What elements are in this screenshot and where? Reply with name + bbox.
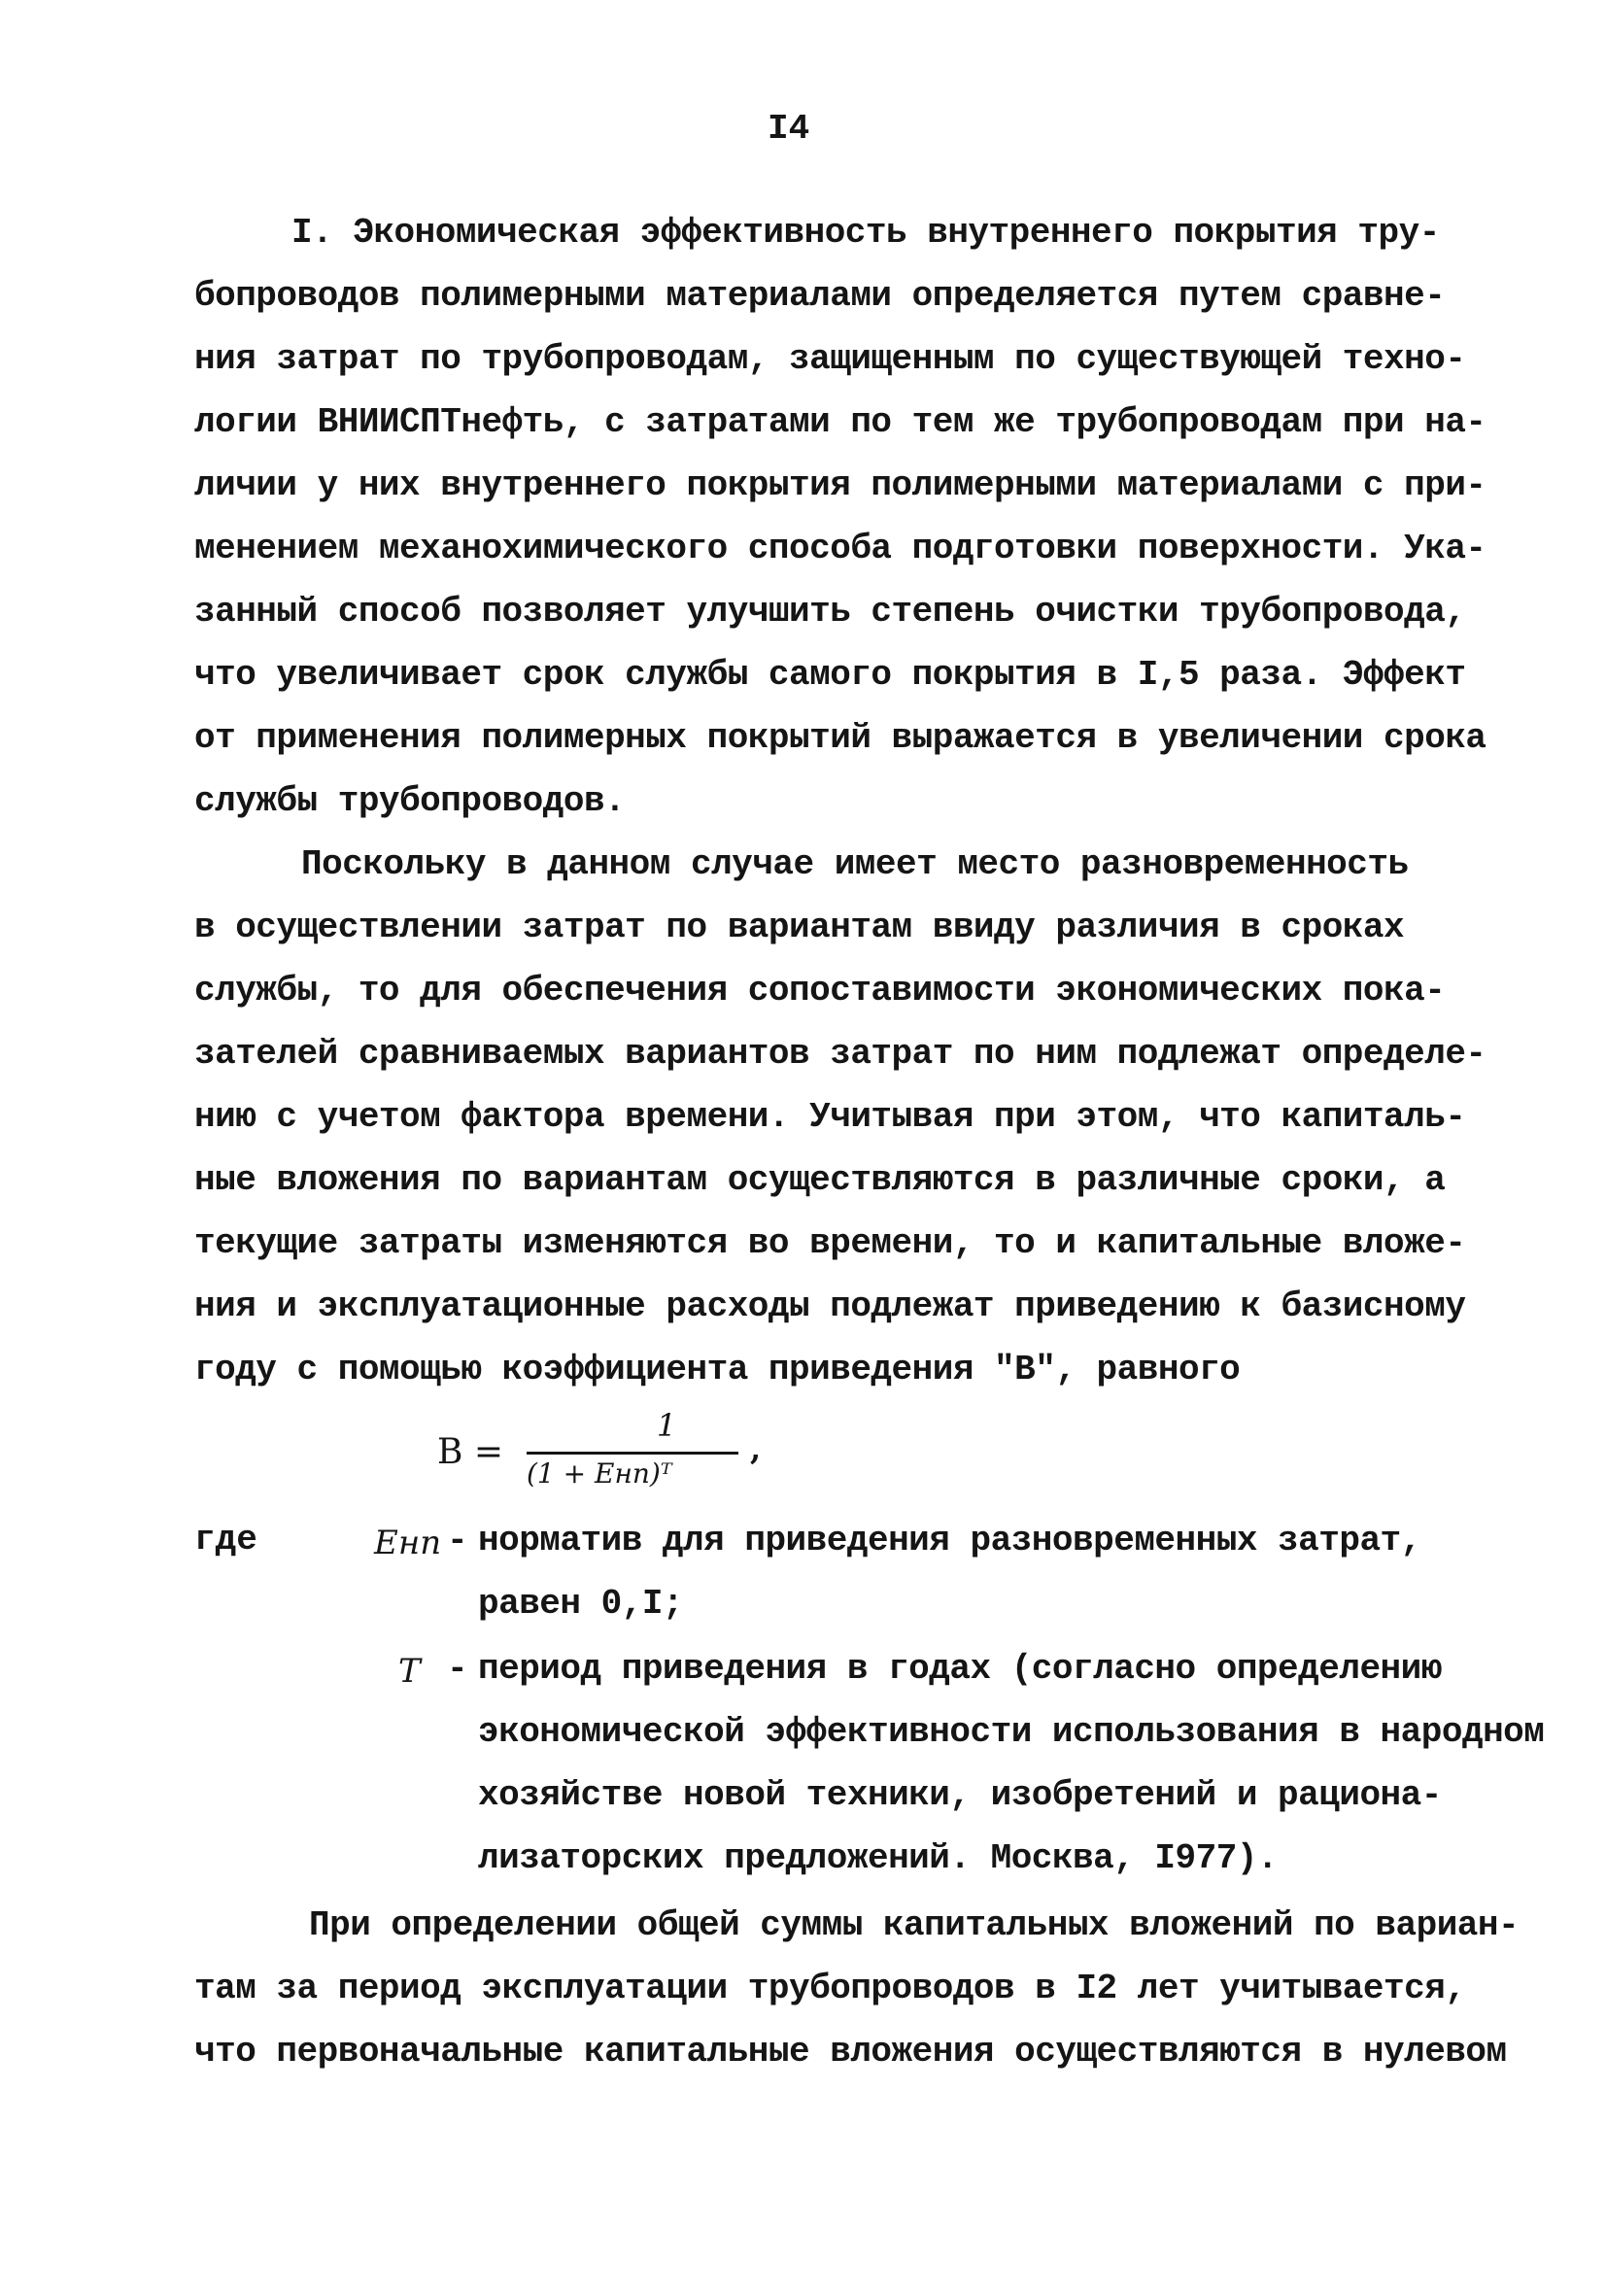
text-line: году с помощью коэффициента приведения "В", равного	[194, 1350, 1241, 1389]
text-line: в осуществлении затрат по вариантам ввиду различия в сроках	[194, 908, 1405, 947]
definition-line: экономической эффективности использования в народном	[478, 1712, 1545, 1752]
symbol-t: T	[398, 1652, 421, 1691]
formula-denominator: (1 + Eнп)ᵀ	[527, 1457, 672, 1490]
text-line: там за период эксплуатации трубопроводов в I2 лет учитывается,	[194, 1969, 1466, 2008]
formula-numerator: 1	[656, 1407, 677, 1444]
text-line: Поскольку в данном случае имеет место разновременность	[301, 844, 1409, 884]
text-line: занный способ позволяет улучшить степень очистки трубопровода,	[194, 592, 1466, 632]
text-line: личии у них внутреннего покрытия полимерными материалами с при-	[194, 465, 1486, 505]
text-line: зателей сравниваемых вариантов затрат по ним подлежат определе-	[194, 1034, 1486, 1074]
symbol-e-np: Eнп	[374, 1524, 442, 1562]
definition-dash: -	[447, 1521, 468, 1560]
formula-trailing: ,	[750, 1430, 762, 1467]
text-line: текущие затраты изменяются во времени, то и капитальные вложе-	[194, 1223, 1466, 1263]
formula-lhs: В =	[437, 1432, 504, 1472]
where-label: где	[194, 1520, 257, 1559]
page-number: I4	[768, 109, 810, 149]
text-line: ные вложения по вариантам осуществляются в различные сроки, а	[194, 1160, 1446, 1200]
text-line: службы трубопроводов.	[194, 781, 626, 821]
text-line: При определении общей суммы капитальных вложений по вариан-	[309, 1905, 1520, 1945]
text-line: менением механохимического способа подготовки поверхности. Ука-	[194, 529, 1486, 568]
text-line: службы, то для обеспечения сопоставимости экономических пока-	[194, 971, 1446, 1011]
text-line: бопроводов полимерными материалами определяется путем сравне-	[194, 276, 1446, 316]
definition-dash: -	[447, 1649, 468, 1689]
text-line: ния затрат по трубопроводам, защищенным по существующей техно-	[194, 339, 1466, 379]
text-line: что увеличивает срок службы самого покрытия в I,5 раза. Эффект	[194, 655, 1466, 695]
text-line: I. Экономическая эффективность внутреннего покрытия тру-	[291, 213, 1440, 253]
definition-line: хозяйстве новой техники, изобретений и рациона-	[478, 1775, 1442, 1815]
formula-reduction-coefficient	[437, 1407, 787, 1504]
fraction-bar	[527, 1452, 738, 1455]
text-line: что первоначальные капитальные вложения осуществляются в нулевом	[194, 2032, 1507, 2072]
definition-line: норматив для приведения разновременных затрат,	[478, 1521, 1421, 1560]
text-line: ния и эксплуатационные расходы подлежат приведению к базисному	[194, 1286, 1466, 1326]
text-line: от применения полимерных покрытий выражается в увеличении срока	[194, 718, 1486, 758]
text-line: логии ВНИИСПТнефть, с затратами по тем же трубопроводам при на-	[194, 402, 1486, 442]
definition-line: лизаторских предложений. Москва, I977).	[478, 1838, 1279, 1878]
definition-line: равен 0,I;	[478, 1584, 684, 1624]
text-line: нию с учетом фактора времени. Учитывая при этом, что капиталь-	[194, 1097, 1466, 1137]
definition-line: период приведения в годах (согласно определению	[478, 1649, 1442, 1689]
